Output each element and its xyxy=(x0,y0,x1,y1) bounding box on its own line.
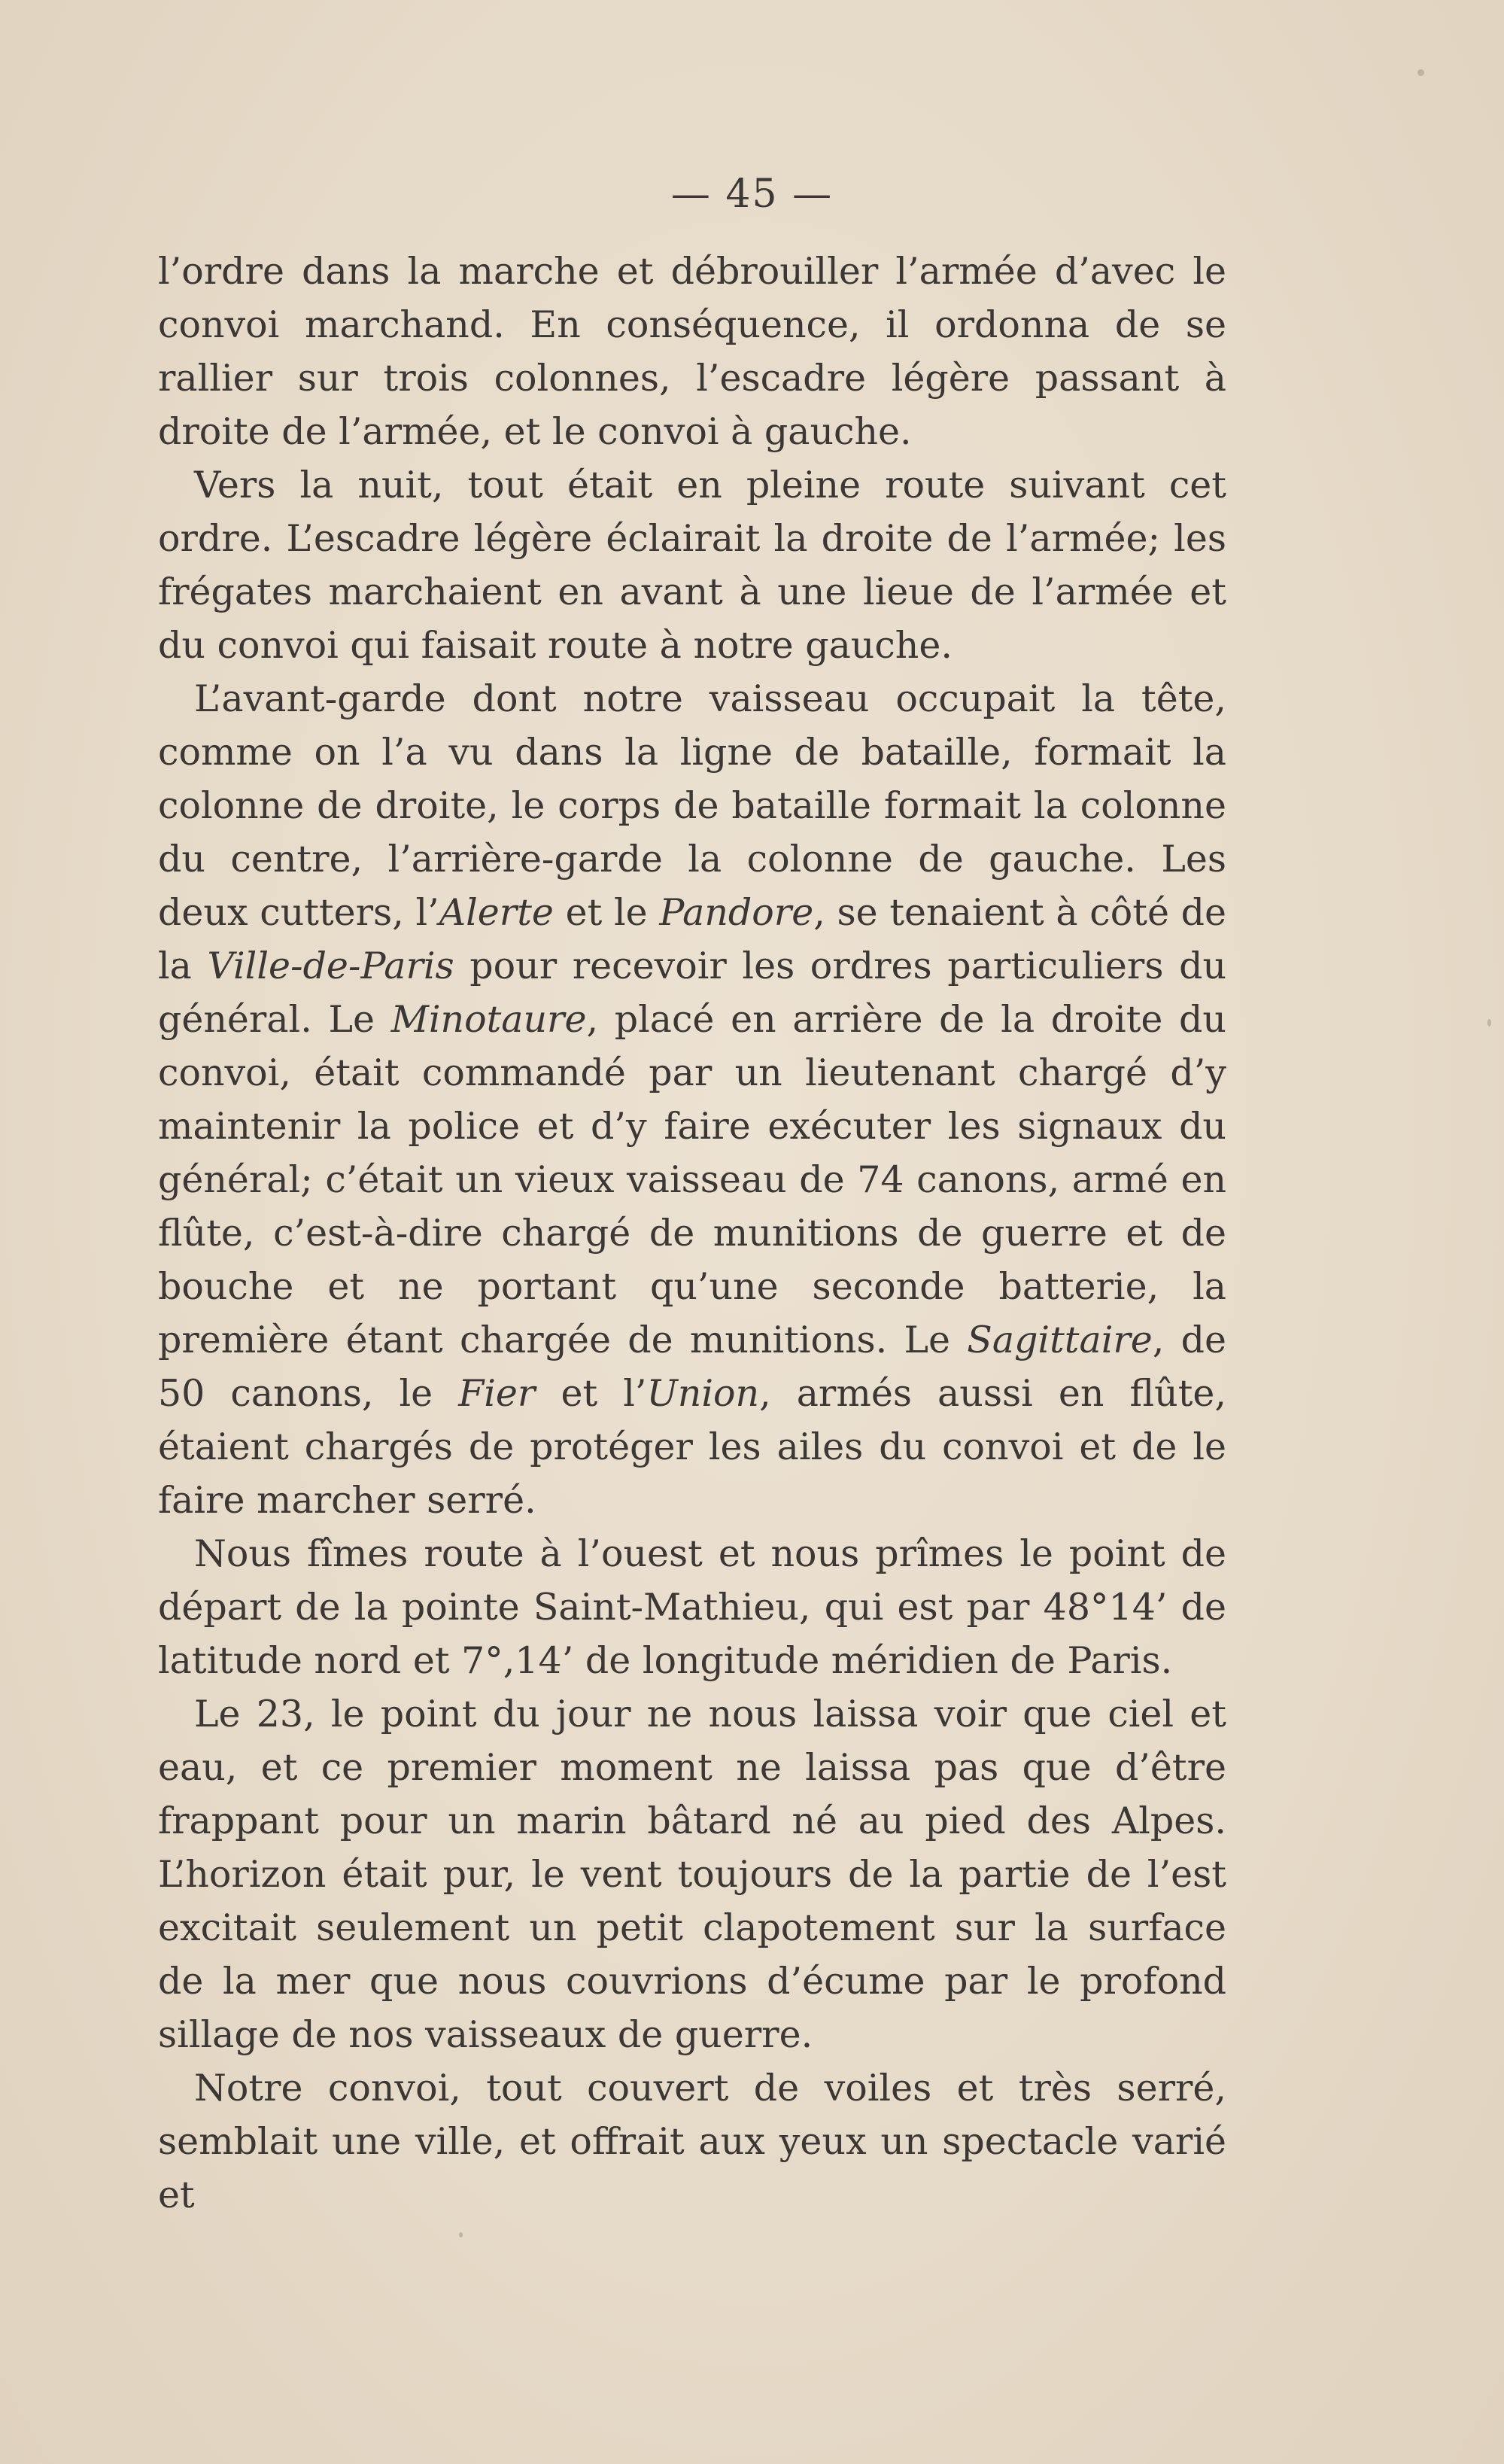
paragraph-3 xyxy=(158,672,1226,1527)
paragraph-text: Le 23, le point du jour ne nous laissa voir que ciel et eau, et ce premier moment ne laissa pas que d’être frappant pour un marin bâtard né au pied des Alpes. L’horizon était pur, le vent toujours de la partie de l’est excitait seulement un petit clapotement sur la surface de la mer que nous couvrions d’écume par le profond sillage de nos vaisseaux de guerre. xyxy=(158,1693,1226,2056)
ship-name-union: Union xyxy=(646,1372,760,1415)
paragraph-text: Nous fîmes route à l’ouest et nous prîmes le point de départ de la pointe Saint-Mathieu, qui est par 48°14’ de latitude nord et 7°,14’ de longitude méridien de Paris. xyxy=(158,1532,1226,1682)
paragraph-text: pour recevoir les ordres particuliers du général. Le xyxy=(158,945,1226,1041)
ship-name-fier: Fier xyxy=(458,1372,536,1415)
paragraph-text: et l’ xyxy=(535,1372,647,1415)
page-number: — 45 — xyxy=(670,172,834,217)
paragraph-2 xyxy=(158,458,1226,672)
paragraph-text: Notre convoi, tout couvert de voiles et très serré, semblait une ville, et offrait aux yeux un spectacle varié et xyxy=(158,2067,1226,2216)
paragraph-text: , armés aussi en flûte, étaient chargés de protéger les ailes du convoi et de le faire marcher serré. xyxy=(158,1372,1227,1522)
paragraph-text: et le xyxy=(553,891,660,934)
paper-speck xyxy=(1487,1019,1491,1027)
ship-name-sagittaire: Sagittaire xyxy=(967,1319,1153,1361)
paragraph-text: , de 50 canons, le xyxy=(158,1319,1226,1415)
paragraph-text: , se tenaient à côté de la xyxy=(158,891,1226,987)
paragraph-text: , placé en arrière de la droite du convoi, était commandé par un lieutenant chargé d’y maintenir la police et d’y faire exécuter les signaux du général; c’était un vieux vaisseau de 74 canons, armé en flûte, c’est-à-dire chargé de munitions de guerre et de bouche et ne portant qu’une seconde batterie, la première étant chargée de munitions. Le xyxy=(158,998,1226,1361)
paragraph-text: L’avant-garde dont notre vaisseau occupait la tête, comme on l’a vu dans la ligne de bataille, formait la colonne de droite, le corps de bataille formait la colonne du centre, l’arrière-garde la colonne de gauche. Les deux cutters, l’ xyxy=(158,677,1226,934)
ship-name-ville-de-paris: Ville-de-Paris xyxy=(207,945,454,987)
paragraph-text: Vers la nuit, tout était en pleine route suivant cet ordre. L’escadre légère éclairait la droite de l’armée; les frégates marchaient en avant à une lieue de l’armée et du convoi qui faisait route à notre gauche. xyxy=(158,464,1226,667)
ship-name-minotaure: Minotaure xyxy=(390,998,587,1041)
ship-name-alerte: Alerte xyxy=(439,891,554,934)
paper-speck xyxy=(459,2232,463,2237)
paper-speck xyxy=(1417,69,1424,76)
paragraph-6 xyxy=(158,2061,1226,2222)
paragraph-1 xyxy=(158,245,1226,458)
ship-name-pandore: Pandore xyxy=(659,891,814,934)
paragraph-text: l’ordre dans la marche et débrouiller l’armée d’avec le convoi marchand. En conséquence, il ordonna de se rallier sur trois colonnes, l’escadre légère passant à droite de l’armée, et le convoi à gauche. xyxy=(158,250,1226,453)
paragraph-4 xyxy=(158,1527,1226,1687)
paragraph-5 xyxy=(158,1687,1226,2061)
body-text xyxy=(158,245,1226,2222)
